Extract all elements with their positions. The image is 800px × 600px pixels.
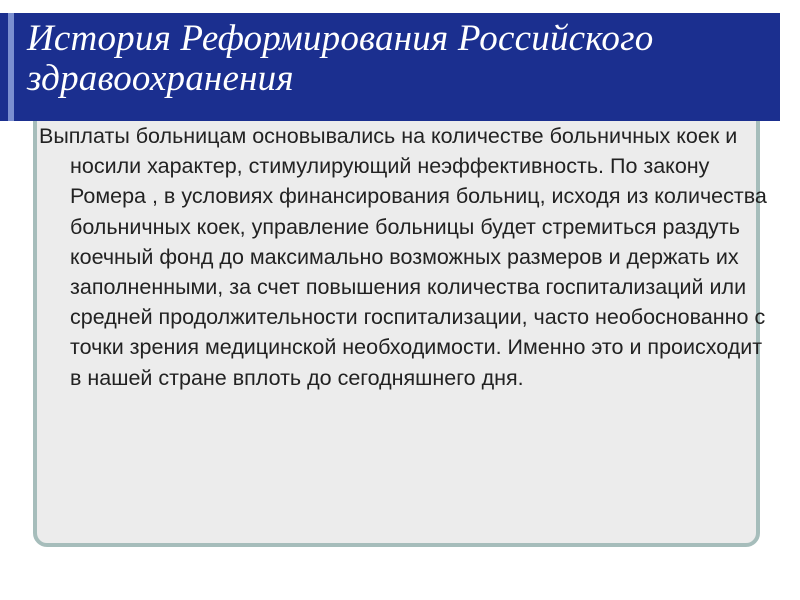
slide-title: История Реформирования Российского здравоохранения <box>27 18 654 99</box>
slide-body-text: Выплаты больницам основывались на количестве больничных коек и носили характер, стимулирующий неэффективность. По закону Ромера , в условиях финансирования больниц, исходя из количества больничных коек, управление больницы будет стремиться раздуть коечный фонд до максимально возможных размеров и держать их заполненными, за счет повышения количества госпитализаций или средней продолжительности госпитализации, часто необоснованно с точки зрения медицинской необходимости. Именно это и происходит в нашей стране вплоть до сегодняшнего дня. <box>39 124 767 390</box>
title-accent-stripe <box>8 13 14 121</box>
